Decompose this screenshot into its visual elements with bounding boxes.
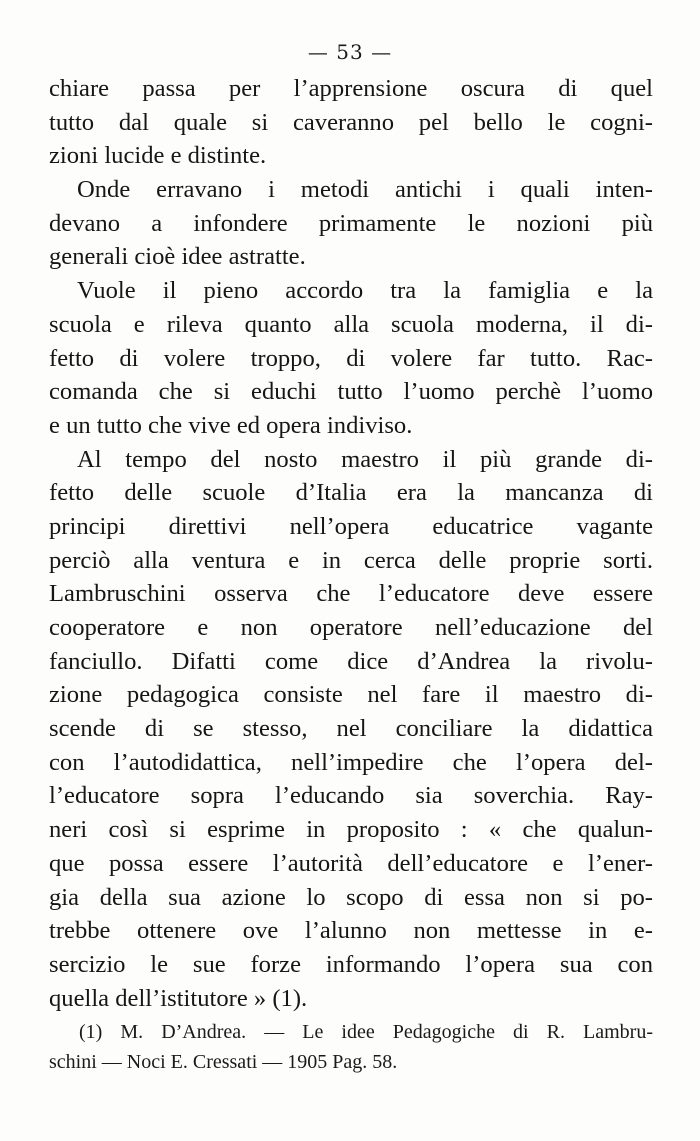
text-line: fanciullo. Difatti come dice d’Andrea la rivolu- (49, 647, 653, 675)
footnote-line: (1) M. D’Andrea. — Le idee Pedagogiche di R. Lambru- (79, 1021, 653, 1043)
body-text (49, 72, 653, 1015)
text-line: fetto di volere troppo, di volere far tutto. Rac- (49, 344, 653, 372)
text-line: comanda che si educhi tutto l’uomo perchè l’uomo (49, 378, 653, 406)
text-line: neri così si esprime in proposito : « che qualun- (49, 816, 653, 844)
text-line: e un tutto che vive ed opera indiviso. (49, 411, 413, 439)
text-line: Onde erravano i metodi antichi i quali inten- (77, 176, 653, 204)
text-line: devano a infondere primamente le nozioni più (49, 209, 653, 237)
text-line: que possa essere l’autorità dell’educatore e l’ener- (49, 849, 653, 877)
text-line: Lambruschini osserva che l’educatore deve essere (49, 580, 653, 608)
text-line: generali cioè idee astratte. (49, 243, 306, 271)
text-line: con l’autodidattica, nell’impedire che l’opera del- (49, 748, 653, 776)
text-line: trebbe ottenere ove l’alunno non mettesse in e- (49, 917, 653, 945)
text-line: quella dell’istitutore » (1). (49, 984, 308, 1012)
text-line: chiare passa per l’apprensione oscura di quel (49, 75, 653, 102)
text-line: cooperatore e non operatore nell’educazione del (49, 614, 653, 641)
text-line: principi direttivi nell’opera educatrice vagante (49, 512, 653, 540)
footnote-line: schini — Noci E. Cressati — 1905 Pag. 58. (49, 1051, 398, 1073)
text-line: Vuole il pieno accordo tra la famiglia e la (77, 277, 653, 305)
text-line: l’educatore sopra l’educando sia soverchia. Ray- (49, 782, 653, 810)
text-line: zioni lucide e distinte. (49, 142, 267, 170)
text-line: scende di se stesso, nel conciliare la didattica (49, 715, 653, 743)
text-line: tutto dal quale si caveranno pel bello le cogni- (49, 108, 653, 136)
text-line: zione pedagogica consiste nel fare il maestro di- (49, 681, 653, 709)
text-line: Al tempo del nosto maestro il più grande di- (77, 445, 653, 473)
text-line: sercizio le sue forze informando l’opera sua con (49, 950, 653, 978)
text-line: fetto delle scuole d’Italia era la mancanza di (49, 479, 653, 507)
text-line: perciò alla ventura e in cerca delle proprie sorti. (49, 546, 653, 574)
footnote (49, 1017, 653, 1077)
text-line: gia della sua azione lo scopo di essa non si po- (49, 883, 653, 911)
page-number: — 53 — (307, 40, 393, 64)
text-line: scuola e rileva quanto alla scuola moderna, il di- (49, 310, 653, 338)
